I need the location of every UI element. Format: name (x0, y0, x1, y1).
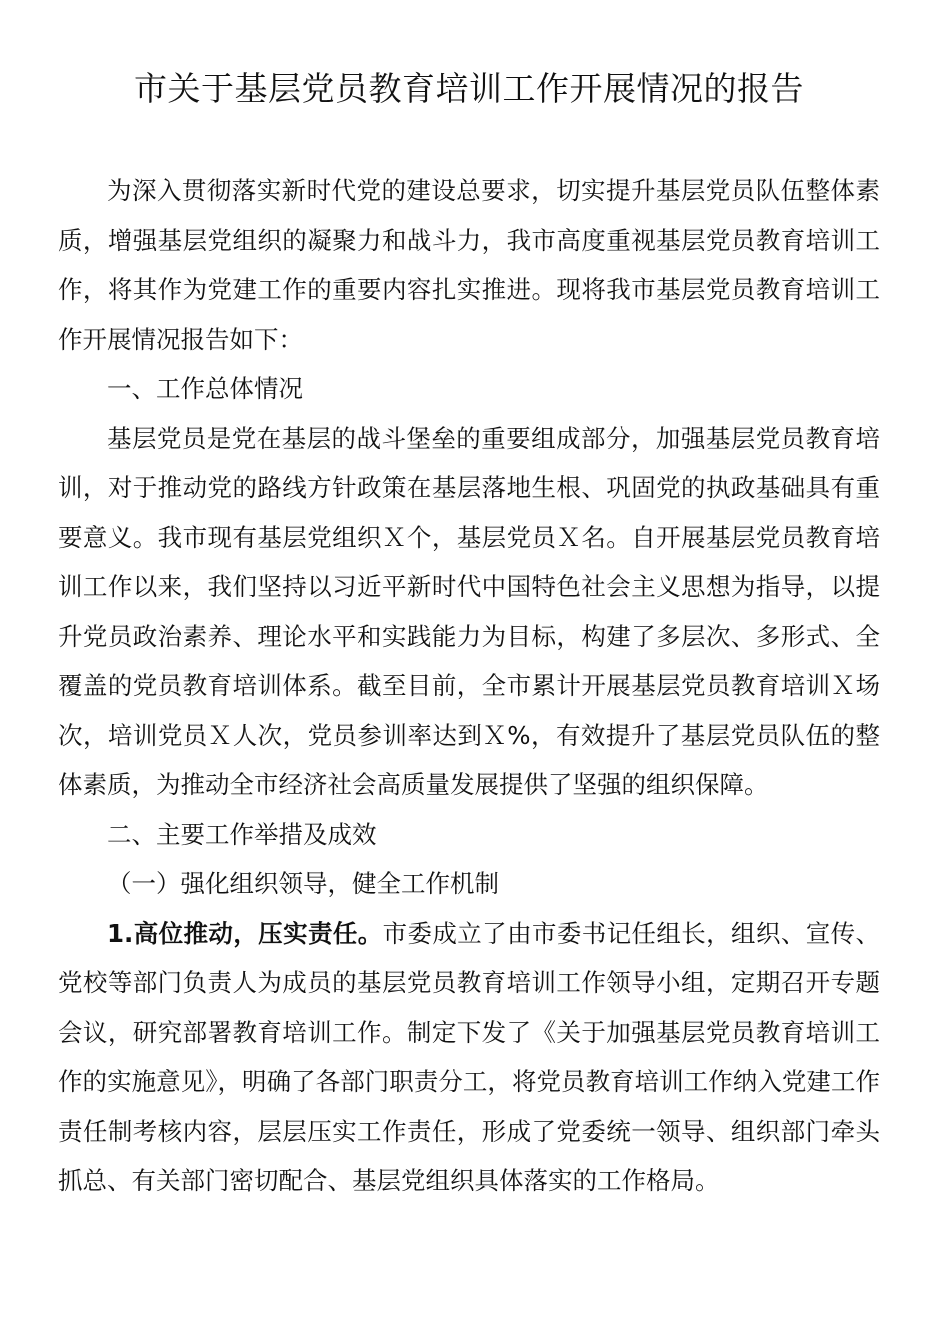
section-1-heading: 一、工作总体情况 (107, 374, 303, 403)
document-page (58, 58, 880, 1206)
intro-paragraph: 为深入贯彻落实新时代党的建设总要求，切实提升基层党员队伍整体素质，增强基层党组织的凝聚力和战斗力，我市高度重视基层党员教育培训工作，将其作为党建工作的重要内容扎实推进。现将我市基层党员教育培训工作开展情况报告如下： (58, 176, 880, 354)
section-1-paragraph: 基层党员是党在基层的战斗堡垒的重要组成部分，加强基层党员教育培训，对于推动党的路线方针政策在基层落地生根、巩固党的执政基础具有重要意义。我市现有基层党组织Ｘ个，基层党员Ｘ名。自开展基层党员教育培训工作以来，我们坚持以习近平新时代中国特色社会主义思想为指导，以提升党员政治素养、理论水平和实践能力为目标，构建了多层次、多形式、全覆盖的党员教育培训体系。截至目前，全市累计开展基层党员教育培训Ｘ场次，培训党员Ｘ人次，党员参训率达到Ｘ%，有效提升了基层党员队伍的整体素质，为推动全市经济社会高质量发展提供了坚强的组织保障。 (58, 423, 880, 799)
item-1-lead: 1.高位推动，压实责任。 (107, 918, 383, 948)
item-1-body: 市委成立了由市委书记任组长，组织、宣传、党校等部门负责人为成员的基层党员教育培训工作领导小组，定期召开专题会议，研究部署教育培训工作。制定下发了《关于加强基层党员教育培训工作的实施意见》，明确了各部门职责分工，将党员教育培训工作纳入党建工作责任制考核内容，层层压实工作责任，形成了党委统一领导、组织部门牵头抓总、有关部门密切配合、基层党组织具体落实的工作格局。 (58, 918, 880, 1195)
item-1-paragraph (58, 909, 880, 1206)
document-title: 市关于基层党员教育培训工作开展情况的报告 (134, 69, 804, 108)
section-2-heading: 二、主要工作举措及成效 (107, 819, 377, 849)
subsection-1-heading: （一）强化组织领导，健全工作机制 (107, 869, 499, 898)
document-body (58, 166, 880, 1206)
